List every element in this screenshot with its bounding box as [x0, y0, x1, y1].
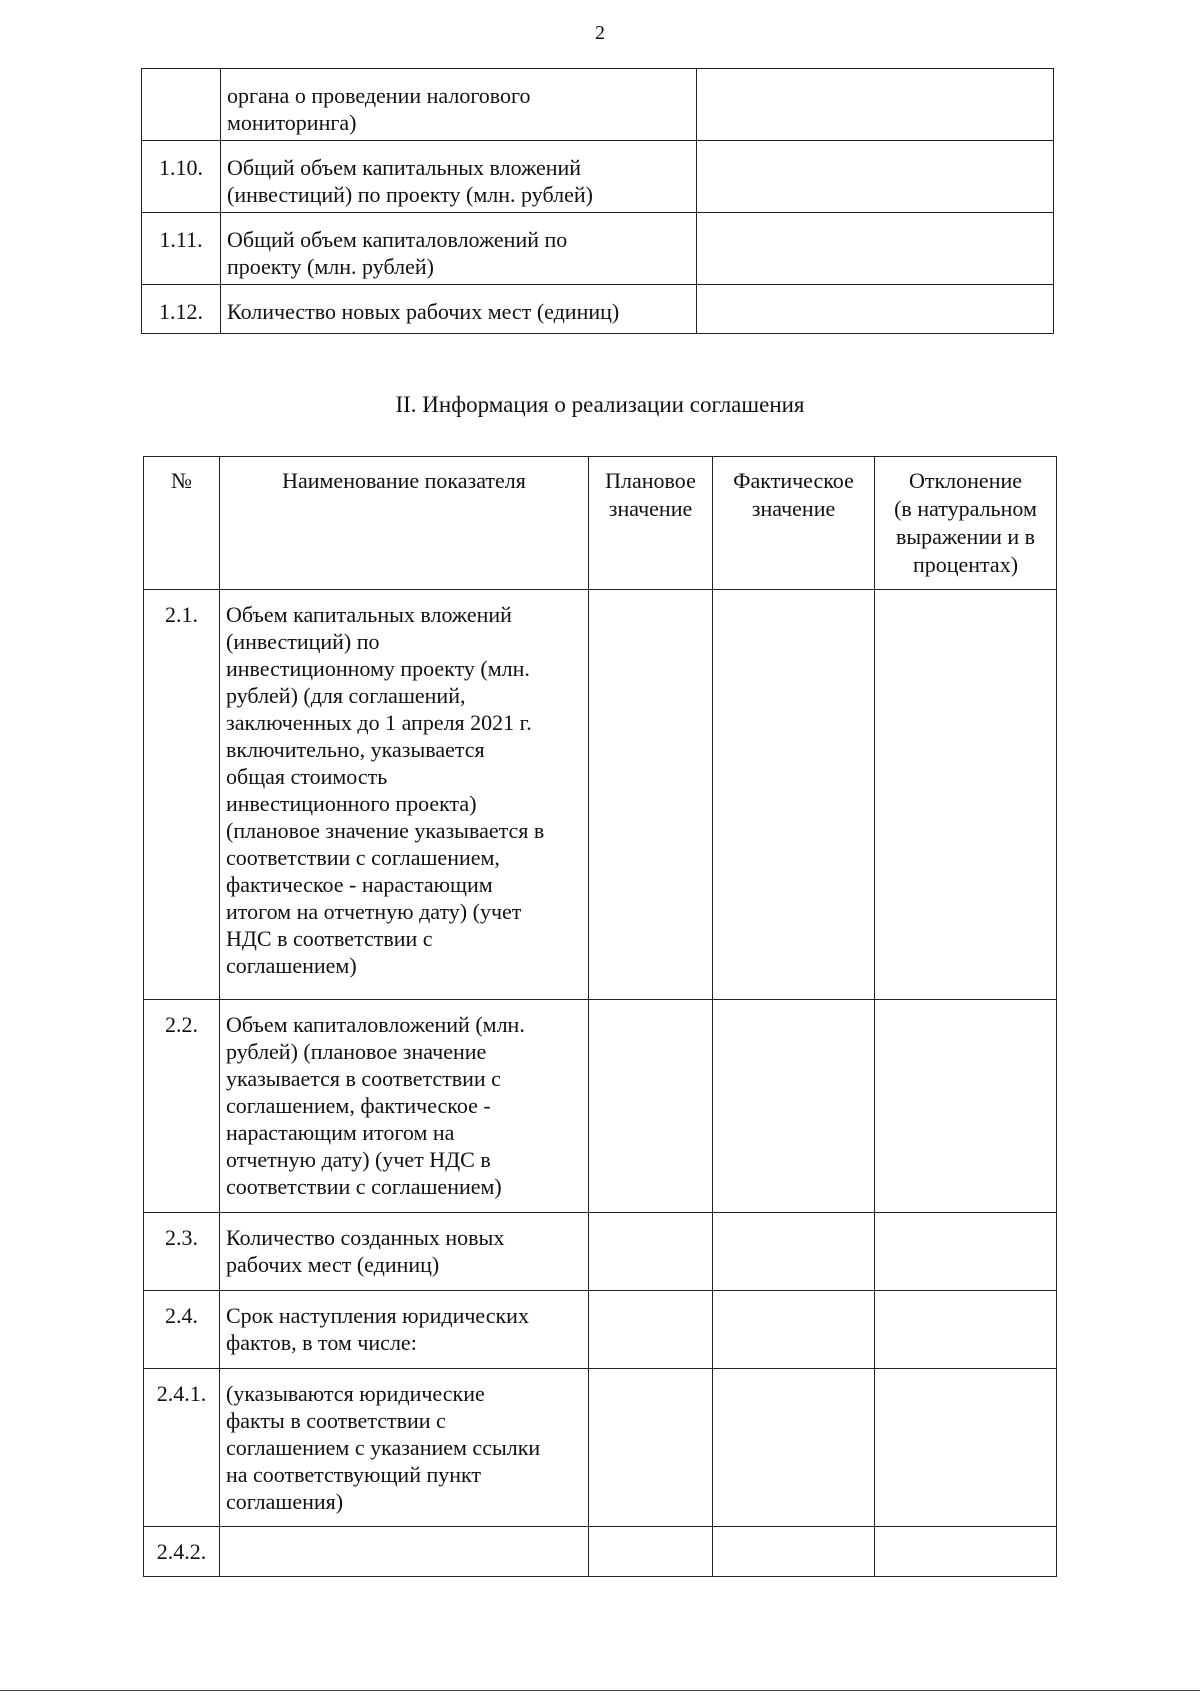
table-row — [144, 1000, 1057, 1213]
row-number: 1.12. — [142, 285, 221, 334]
row-description: Объем капиталовложений (млн. рублей) (плановое значение указывается в соответствии с соглашением, фактическое - нарастающим итогом на отчетную дату) (учет НДС в соответствии с соглашением) — [220, 1000, 589, 1213]
header-indicator-name: Наименование показателя — [220, 457, 589, 590]
actual-value-cell — [713, 1213, 875, 1291]
table-header-row — [144, 457, 1057, 590]
table-row — [144, 1213, 1057, 1291]
deviation-cell — [875, 1369, 1057, 1527]
table-row — [142, 285, 1054, 334]
actual-value-cell — [713, 1291, 875, 1369]
table-row — [142, 141, 1054, 213]
row-number: 1.10. — [142, 141, 221, 213]
deviation-cell — [875, 1213, 1057, 1291]
row-number: 2.4. — [144, 1291, 220, 1369]
row-description: Срок наступления юридических фактов, в том числе: — [220, 1291, 589, 1369]
table-row — [144, 1369, 1057, 1527]
agreement-implementation-table — [143, 456, 1057, 1577]
page-number: 2 — [595, 22, 605, 44]
row-number: 2.4.1. — [144, 1369, 220, 1527]
header-planned-value: Плановое значение — [589, 457, 713, 590]
table-row — [144, 1527, 1057, 1577]
planned-value-cell — [589, 1000, 713, 1213]
row-value-cell — [697, 285, 1054, 334]
deviation-cell — [875, 1291, 1057, 1369]
table-row — [142, 213, 1054, 285]
row-number: 2.2. — [144, 1000, 220, 1213]
row-value-cell — [697, 141, 1054, 213]
row-description: Общий объем капитальных вложений (инвестиций) по проекту (млн. рублей) — [221, 141, 697, 213]
row-value-cell — [697, 69, 1054, 141]
row-value-cell — [697, 213, 1054, 285]
row-description — [220, 1527, 589, 1577]
row-number: 2.4.2. — [144, 1527, 220, 1577]
row-description: Общий объем капиталовложений по проекту (млн. рублей) — [221, 213, 697, 285]
actual-value-cell — [713, 1000, 875, 1213]
table-row — [144, 590, 1057, 1000]
row-description: Количество созданных новых рабочих мест (единиц) — [220, 1213, 589, 1291]
actual-value-cell — [713, 590, 875, 1000]
row-number: 2.3. — [144, 1213, 220, 1291]
section-heading: II. Информация о реализации соглашения — [395, 392, 805, 417]
row-number: 2.1. — [144, 590, 220, 1000]
row-number: 1.11. — [142, 213, 221, 285]
planned-value-cell — [589, 1369, 713, 1527]
row-description: Количество новых рабочих мест (единиц) — [221, 285, 697, 334]
planned-value-cell — [589, 590, 713, 1000]
table-row — [142, 69, 1054, 141]
table-row — [144, 1291, 1057, 1369]
row-description: Объем капитальных вложений (инвестиций) по инвестиционному проекту (млн. рублей) (для соглашений, заключенных до 1 апреля 2021 г. включительно, указывается общая стоимость инвестиционного проекта) (плановое значение указывается в соответствии с соглашением, фактическое - нарастающим итогом на отчетную дату) (учет НДС в соответствии с соглашением) — [220, 590, 589, 1000]
actual-value-cell — [713, 1369, 875, 1527]
header-deviation: Отклонение (в натуральном выражении и в процентах) — [875, 457, 1057, 590]
deviation-cell — [875, 1527, 1057, 1577]
actual-value-cell — [713, 1527, 875, 1577]
row-description: органа о проведении налогового мониторинга) — [221, 69, 697, 141]
header-number: № — [144, 457, 220, 590]
row-number — [142, 69, 221, 141]
project-info-table-continued — [141, 68, 1054, 334]
planned-value-cell — [589, 1291, 713, 1369]
deviation-cell — [875, 590, 1057, 1000]
header-actual-value: Фактическое значение — [713, 457, 875, 590]
deviation-cell — [875, 1000, 1057, 1213]
planned-value-cell — [589, 1527, 713, 1577]
row-description: (указываются юридические факты в соответствии с соглашением с указанием ссылки на соответствующий пункт соглашения) — [220, 1369, 589, 1527]
bottom-scan-line — [0, 1690, 1200, 1691]
planned-value-cell — [589, 1213, 713, 1291]
